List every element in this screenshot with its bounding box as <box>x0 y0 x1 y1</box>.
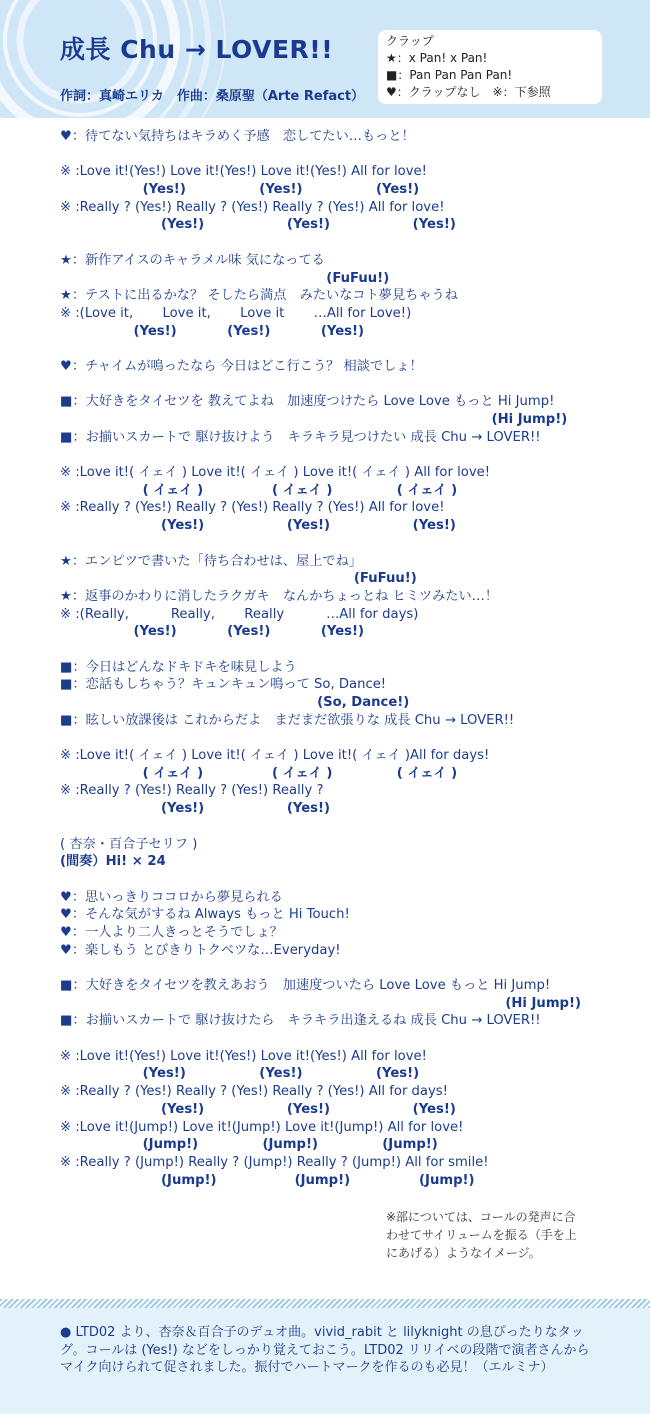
call-line: (Hi Jump!) <box>60 412 568 427</box>
call-line: (間奏）Hi! × 24 <box>60 854 166 870</box>
lyric-line: ※ :Love it!(Jump!) Love it!(Jump!) Love it!(Jump!) All for love! <box>60 1119 464 1135</box>
call-line: (Yes!) (Yes!) <box>60 801 331 817</box>
clap-legend-item: ■：Pan Pan Pan Pan! <box>386 68 513 82</box>
blank-line <box>60 641 640 659</box>
blank-line <box>60 146 640 164</box>
song-title: 成長 Chu → LOVER!! <box>60 35 334 64</box>
call-line: (So, Dance!) <box>60 695 410 710</box>
call-line: (Yes!) (Yes!) (Yes!) <box>60 217 456 233</box>
call-line: (Hi Jump!) <box>60 995 582 1011</box>
call-line: (FuFuu!) <box>60 571 417 587</box>
lyric-line: ★：返事のかわりに消したラクガキ なんかちょっとね ヒミツみたい…！ <box>60 588 499 604</box>
call-line: (Yes!) (Yes!) (Yes!) <box>60 323 365 339</box>
blank-line <box>60 818 640 836</box>
blank-line <box>60 1030 640 1048</box>
lyric-line: ■：大好きをタイセツを 教えてよね 加速度つけたら Love Love もっと Hi Jump! <box>60 394 555 410</box>
section-divider <box>0 1299 650 1308</box>
lyric-line: ★：エンピツで書いた「待ち合わせは、屋上でね」 <box>60 553 362 569</box>
lyric-line: ※ :Really ? (Yes!) Really ? (Yes!) Really ? (Yes!) All for days! <box>60 1084 448 1100</box>
call-line: (FuFuu!) <box>60 270 390 286</box>
footer-comment: ● LTD02 より、杏奈＆百合子のデュオ曲。vivid_rabit と lilyknight の息ぴったりなタッグ。コールは (Yes!) などをしっかり覚えておこう。LTD02 リリイベの段階で演者さんからマイク向けられて促されました。振付でハートマークを作るのも必見！（エルミナ） <box>60 1325 590 1375</box>
lyric-line: ※ :Love it!( イェイ ) Love it!( イェイ ) Love it!( イェイ ) All for love! <box>60 465 491 481</box>
footer-comment-box <box>0 1308 650 1414</box>
lyric-line: ♥：チャイムが鳴ったなら 今日はどこ行こう？ 相談でしょ！ <box>60 358 423 374</box>
song-credits: 作詞：真崎エリカ 作曲：桑原聖（Arte Refact） <box>60 89 365 104</box>
clap-legend <box>378 30 602 104</box>
lyrics-body <box>60 128 640 1189</box>
call-line: (Jump!) (Jump!) (Jump!) <box>60 1137 438 1153</box>
clap-legend-item: ★：x Pan! x Pan! <box>386 51 488 65</box>
lyric-line: ※ :Love it!( イェイ ) Love it!( イェイ ) Love it!( イェイ )All for days! <box>60 748 490 764</box>
blank-line <box>60 871 640 889</box>
lyric-line: ♥：待てない気持ちはキラめく予感 恋してたい…もっと！ <box>60 129 415 144</box>
call-note: ※部については、コールの発声に合わせてサイリュームを振る（手を上にあげる）ようなイメージ。 <box>386 1210 577 1260</box>
blank-line <box>60 340 640 358</box>
lyric-line: ♥：一人より二人きっとそうでしょ？ <box>60 924 283 940</box>
lyric-line: ■：お揃いスカートで 駆け抜けたら キラキラ出逢えるね 成長 Chu → LOVER!! <box>60 1013 541 1029</box>
blank-line <box>60 535 640 553</box>
call-line: (Yes!) (Yes!) (Yes!) <box>60 1101 456 1117</box>
call-line: (Yes!) (Yes!) (Yes!) <box>60 624 365 640</box>
call-line: (Yes!) (Yes!) (Yes!) <box>60 518 456 534</box>
lyric-line: ■：恋話もしちゃう？キュンキュン鳴って So, Dance! <box>60 677 387 693</box>
blank-line <box>60 234 640 252</box>
lyric-line: ■：眩しい放課後は これからだよ まだまだ欲張りな 成長 Chu → LOVER!! <box>60 712 515 728</box>
call-line: ( イェイ ) ( イェイ ) ( イェイ ) <box>60 482 458 498</box>
lyric-line: ■：お揃いスカートで 駆け抜けよう キラキラ見つけたい 成長 Chu → LOVER!! <box>60 429 541 445</box>
lyric-line: ♥：そんな気がするね Always もっと Hi Touch! <box>60 907 350 923</box>
lyric-line: ※ :Really ? (Yes!) Really ? (Yes!) Really ? <box>60 783 324 799</box>
lyric-line: ★：テストに出るかな？ そしたら満点 みたいなコト夢見ちゃうね <box>60 288 458 304</box>
lyric-line: ※ :Love it!(Yes!) Love it!(Yes!) Love it!(Yes!) All for love! <box>60 164 427 180</box>
blank-line <box>60 729 640 747</box>
clap-legend-item: ♥：クラップなし ※：下参照 <box>386 85 551 99</box>
lyric-line: ■：大好きをタイセツを教えあおう 加速度ついたら Love Love もっと Hi Jump! <box>60 978 551 993</box>
clap-legend-heading: クラップ <box>386 34 434 48</box>
lyric-line: ※ :Really ? (Yes!) Really ? (Yes!) Really ? (Yes!) All for love! <box>60 500 445 516</box>
lyric-line: ( 杏奈・百合子セリフ ) <box>60 836 198 852</box>
lyric-line: ♥：楽しもう とびきりトクベツな…Everyday! <box>60 942 341 958</box>
call-line: (Yes!) (Yes!) (Yes!) <box>60 182 420 198</box>
blank-line <box>60 446 640 464</box>
lyric-line: ※ :(Love it, Love it, Love it …All for Love!) <box>60 305 412 321</box>
lyric-line: ♥：思いっきりココロから夢見られる <box>60 889 283 905</box>
blank-line <box>60 959 640 977</box>
lyric-line: ※ :Really ? (Yes!) Really ? (Yes!) Really ? (Yes!) All for love! <box>60 199 445 215</box>
lyric-line: ※ :(Really, Really, Really …All for days) <box>60 606 419 622</box>
blank-line <box>60 376 640 394</box>
header-banner <box>0 0 650 118</box>
call-line: ( イェイ ) ( イェイ ) ( イェイ ) <box>60 765 458 781</box>
lyric-line: ■：今日はどんなドキドキを味見しよう <box>60 659 297 675</box>
call-line: (Jump!) (Jump!) (Jump!) <box>60 1172 475 1188</box>
call-line: (Yes!) (Yes!) (Yes!) <box>60 1066 420 1082</box>
lyric-line: ※ :Really ? (Jump!) Really ? (Jump!) Really ? (Jump!) All for smile! <box>60 1154 489 1170</box>
lyric-line: ★：新作アイスのキャラメル味 気になってる <box>60 252 325 268</box>
lyric-line: ※ :Love it!(Yes!) Love it!(Yes!) Love it!(Yes!) All for love! <box>60 1048 427 1064</box>
